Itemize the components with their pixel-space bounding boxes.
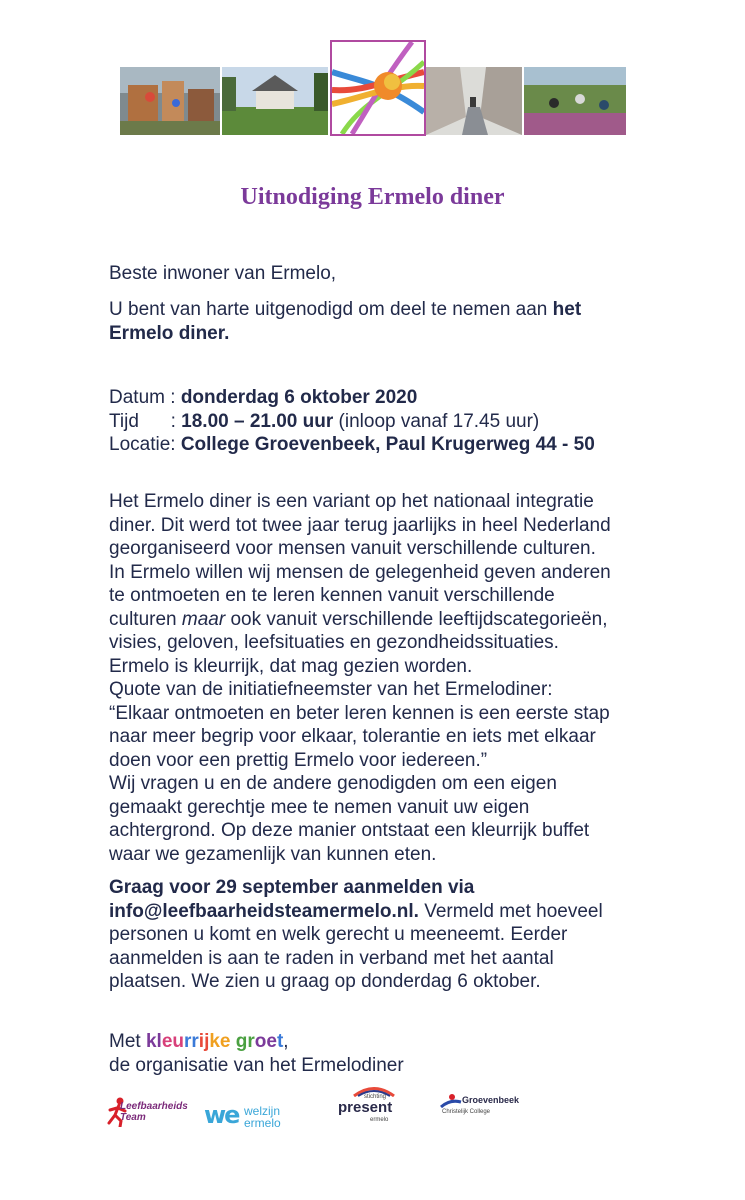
- text-line: Het Ermelo diner is een variant op het nationaal integratie: [109, 491, 594, 512]
- organisation-line: de organisatie van het Ermelodiner: [109, 1054, 404, 1076]
- closing-pre: Met: [109, 1031, 146, 1052]
- groevenbeek-logo: [440, 1093, 540, 1123]
- date-label: Datum :: [109, 387, 176, 408]
- quote-line: doen voor een prettig Ermelo voor iedereen.”: [109, 749, 488, 771]
- location-row: [109, 433, 629, 457]
- time-label: Tijd :: [109, 410, 176, 432]
- quote-line: naar meer begrip voor elkaar, tolerantie en iets met elkaar: [109, 726, 596, 747]
- text-line: Quote van de initiatiefneemster van het Ermelodiner:: [109, 679, 553, 700]
- text-line: visies, geloven, leefsituaties en gezondheidssituaties.: [109, 632, 559, 653]
- text-span: Vermeld met hoeveel: [418, 900, 603, 922]
- location-label: Locatie:: [109, 434, 176, 455]
- banner-photo-bandstand: [222, 67, 328, 135]
- location-value: College Groevenbeek, Paul Krugerweg 44 - 50: [180, 434, 595, 455]
- stichting-present-logo: [336, 1085, 416, 1129]
- sponsor-logos: [100, 1085, 550, 1145]
- colorful-text: ke: [209, 1031, 231, 1052]
- leefbaarheids-team-logo: [106, 1091, 196, 1135]
- colorful-text: t: [276, 1031, 284, 1052]
- text-line: personen u komt en welk gerecht u meeneemt. Eerder: [109, 924, 568, 945]
- email-link[interactable]: info@leefbaarheidsteamermelo.nl.: [109, 900, 419, 922]
- time-value: 18.00 – 21.00 uur: [181, 410, 334, 432]
- text-line: Ermelo is kleurrijk, dat mag gezien worden.: [109, 655, 473, 677]
- invite-bold-het: het: [552, 299, 582, 320]
- logo-text: stichting: [364, 1094, 387, 1100]
- logo-text: Leefbaarheids: [120, 1101, 188, 1112]
- text-line: aanmelden is aan te raden in verband met het aantal: [109, 947, 554, 969]
- text-italic-maar: maar: [181, 608, 226, 630]
- logo-text: we: [204, 1101, 239, 1129]
- closing-post: ,: [283, 1031, 289, 1052]
- text-line: waar we gezamenlijk van kunnen eten.: [109, 843, 437, 865]
- colorful-knot-logo: [330, 40, 426, 136]
- registration-paragraph: [109, 876, 629, 994]
- colorful-text: eu: [161, 1031, 184, 1052]
- time-note: (inloop vanaf 17.45 uur): [338, 410, 540, 432]
- description-paragraph: [109, 490, 629, 772]
- logo-text: ermelo: [244, 1116, 281, 1130]
- logo-text: welzijn: [244, 1104, 281, 1118]
- text-line: te ontmoeten en te leren kennen vanuit verschillende: [109, 585, 555, 606]
- text-span: culturen: [109, 608, 182, 630]
- colorful-text: rr: [184, 1031, 199, 1052]
- logo-text: Team: [120, 1112, 146, 1123]
- text-line: achtergrond. Op deze manier ontstaat een kleurrijk buffet: [109, 820, 590, 841]
- logo-text: ermelo: [370, 1117, 389, 1123]
- text-line: In Ermelo willen wij mensen de gelegenheid geven anderen: [109, 561, 611, 583]
- text-line: georganiseerd voor mensen vanuit verschillende culturen.: [109, 538, 596, 559]
- registration-deadline: Graag voor 29 september aanmelden via: [109, 877, 475, 898]
- banner-photo-cyclists: [524, 67, 626, 135]
- welzijn-ermelo-logo: [204, 1101, 294, 1135]
- colorful-text: oe: [254, 1031, 277, 1052]
- greeting: Beste inwoner van Ermelo,: [109, 263, 337, 284]
- text-line: diner. Dit werd tot twee jaar terug jaarlijks in heel Nederland: [109, 514, 611, 536]
- text-line: [109, 900, 629, 924]
- text-line: plaatsen. We zien u graag op donderdag 6 oktober.: [109, 971, 541, 992]
- banner-photo-playground: [120, 67, 220, 135]
- colorful-text: gr: [230, 1031, 255, 1052]
- logo-text: Groevenbeek: [462, 1095, 520, 1105]
- text-line: [109, 608, 629, 632]
- invite-text: U bent van harte uitgenodigd om deel te nemen aan: [109, 299, 553, 320]
- text-line: Wij vragen u en de andere genodigden om een eigen: [109, 773, 557, 794]
- invite-paragraph: [109, 298, 629, 345]
- dish-paragraph: [109, 772, 629, 866]
- closing-greeting: [109, 1030, 629, 1054]
- page-title: Uitnodiging Ermelo diner: [240, 184, 505, 210]
- swoosh-icon: [440, 1093, 462, 1109]
- quote-line: “Elkaar ontmoeten en beter leren kennen is een eerste stap: [109, 702, 610, 724]
- date-value: donderdag 6 oktober 2020: [180, 387, 418, 408]
- date-row: [109, 386, 629, 410]
- closing: [109, 1030, 629, 1077]
- text-line: gemaakt gerechtje mee te nemen vanuit uw eigen: [109, 796, 530, 818]
- header-banner: [120, 40, 626, 136]
- logo-text: Christelijk College: [442, 1109, 491, 1115]
- colorful-text: ij: [198, 1031, 210, 1052]
- time-row: [109, 410, 629, 434]
- text-span: ook vanuit verschillende leeftijdscategorieën,: [225, 608, 608, 630]
- banner-photo-shopping-street: [426, 67, 522, 135]
- colorful-text: kl: [145, 1031, 162, 1052]
- event-details: [109, 386, 629, 457]
- logo-text: present: [338, 1099, 393, 1116]
- invite-bold-ermelo-diner: Ermelo diner.: [109, 322, 230, 344]
